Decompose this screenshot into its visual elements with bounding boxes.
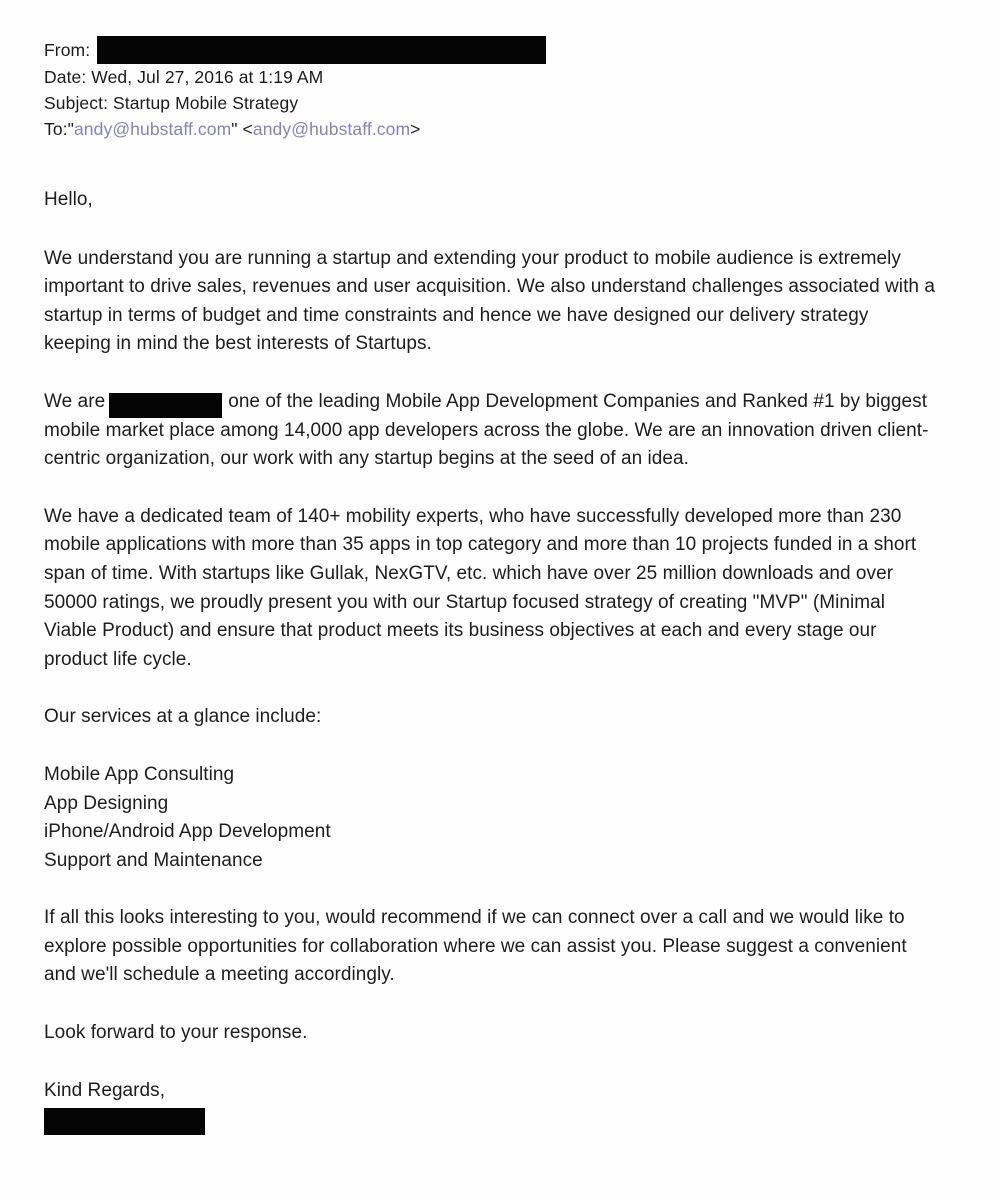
sign-off: Kind Regards, [44, 1079, 166, 1101]
header-date-row: Date: Wed, Jul 27, 2016 at 1:19 AM [44, 67, 324, 87]
service-item: Mobile App Consulting [44, 763, 235, 785]
signature-redaction-bar [44, 1108, 205, 1135]
paragraph-3: We have a dedicated team of 140+ mobility experts, who have successfully developed more than 230 mobile applications with more than 35 apps in top category and more than 10 projects funded in a short span of time. With startups like Gullak, NexGTV, etc. which have over 25 million downloads and over 50000 ratings, we proudly present you with our Startup focused strategy of creating "MVP" (Minimal Viable Product) and ensure that product meets its business objectives at each and every stage our product life cycle. [44, 505, 917, 670]
from-redaction-bar [97, 36, 546, 64]
spacer [44, 1048, 936, 1077]
paragraph-4: If all this looks interesting to you, would recommend if we can connect over a call and we would like to explore possible opportunities for collaboration where we can assist you. Please suggest a convenient and we'll schedule a meeting accordingly. [44, 907, 907, 986]
greeting: Hello, [44, 189, 93, 210]
spacer [44, 474, 936, 503]
paragraph-2-text-after: one of the leading Mobile App Development Companies and Ranked #1 by biggest mobile market place among 14,000 app developers across the globe. We are an innovation driven client-centric organization, our work with any startup begins at the seed of an idea. [44, 390, 929, 470]
header-to-row [44, 116, 944, 142]
spacer [44, 674, 936, 703]
to-quote-open: " [67, 119, 74, 139]
spacer [44, 359, 936, 388]
paragraph-1: We understand you are running a startup and extending your product to mobile audience is extremely important to drive sales, revenues and user acquisition. We also understand challenges associated with a startup in terms of budget and time constraints and hence we have designed our delivery strategy keeping in mind the best interests of Startups. [44, 247, 935, 355]
service-item: iPhone/Android App Development [44, 821, 331, 843]
spacer [44, 732, 936, 761]
email-body [44, 186, 936, 1135]
signature-block [44, 1077, 936, 1136]
paragraph-5: Look forward to your response. [44, 1022, 308, 1044]
to-quote-close: " [231, 119, 238, 139]
service-item: Support and Maintenance [44, 849, 263, 871]
spacer [44, 875, 936, 904]
to-email-link-quoted[interactable]: andy@hubstaff.com [73, 119, 232, 139]
to-email-link-angled[interactable]: andy@hubstaff.com [252, 119, 411, 139]
header-from-row [44, 36, 944, 64]
from-label: From: [44, 40, 91, 60]
paragraph-2 [44, 388, 936, 474]
spacer [44, 215, 936, 245]
service-item: App Designing [44, 792, 169, 814]
services-intro: Our services at a glance include: [44, 706, 322, 728]
paragraph-2-text-before: We are [44, 390, 106, 412]
to-label: To: [44, 119, 68, 139]
to-angle-open: < [237, 119, 253, 139]
spacer [44, 990, 936, 1019]
header-subject-row: Subject: Startup Mobile Strategy [44, 93, 299, 113]
company-name-redaction-bar [109, 393, 222, 418]
services-list [44, 761, 936, 875]
to-angle-close: > [410, 119, 421, 139]
email-header [44, 36, 944, 142]
